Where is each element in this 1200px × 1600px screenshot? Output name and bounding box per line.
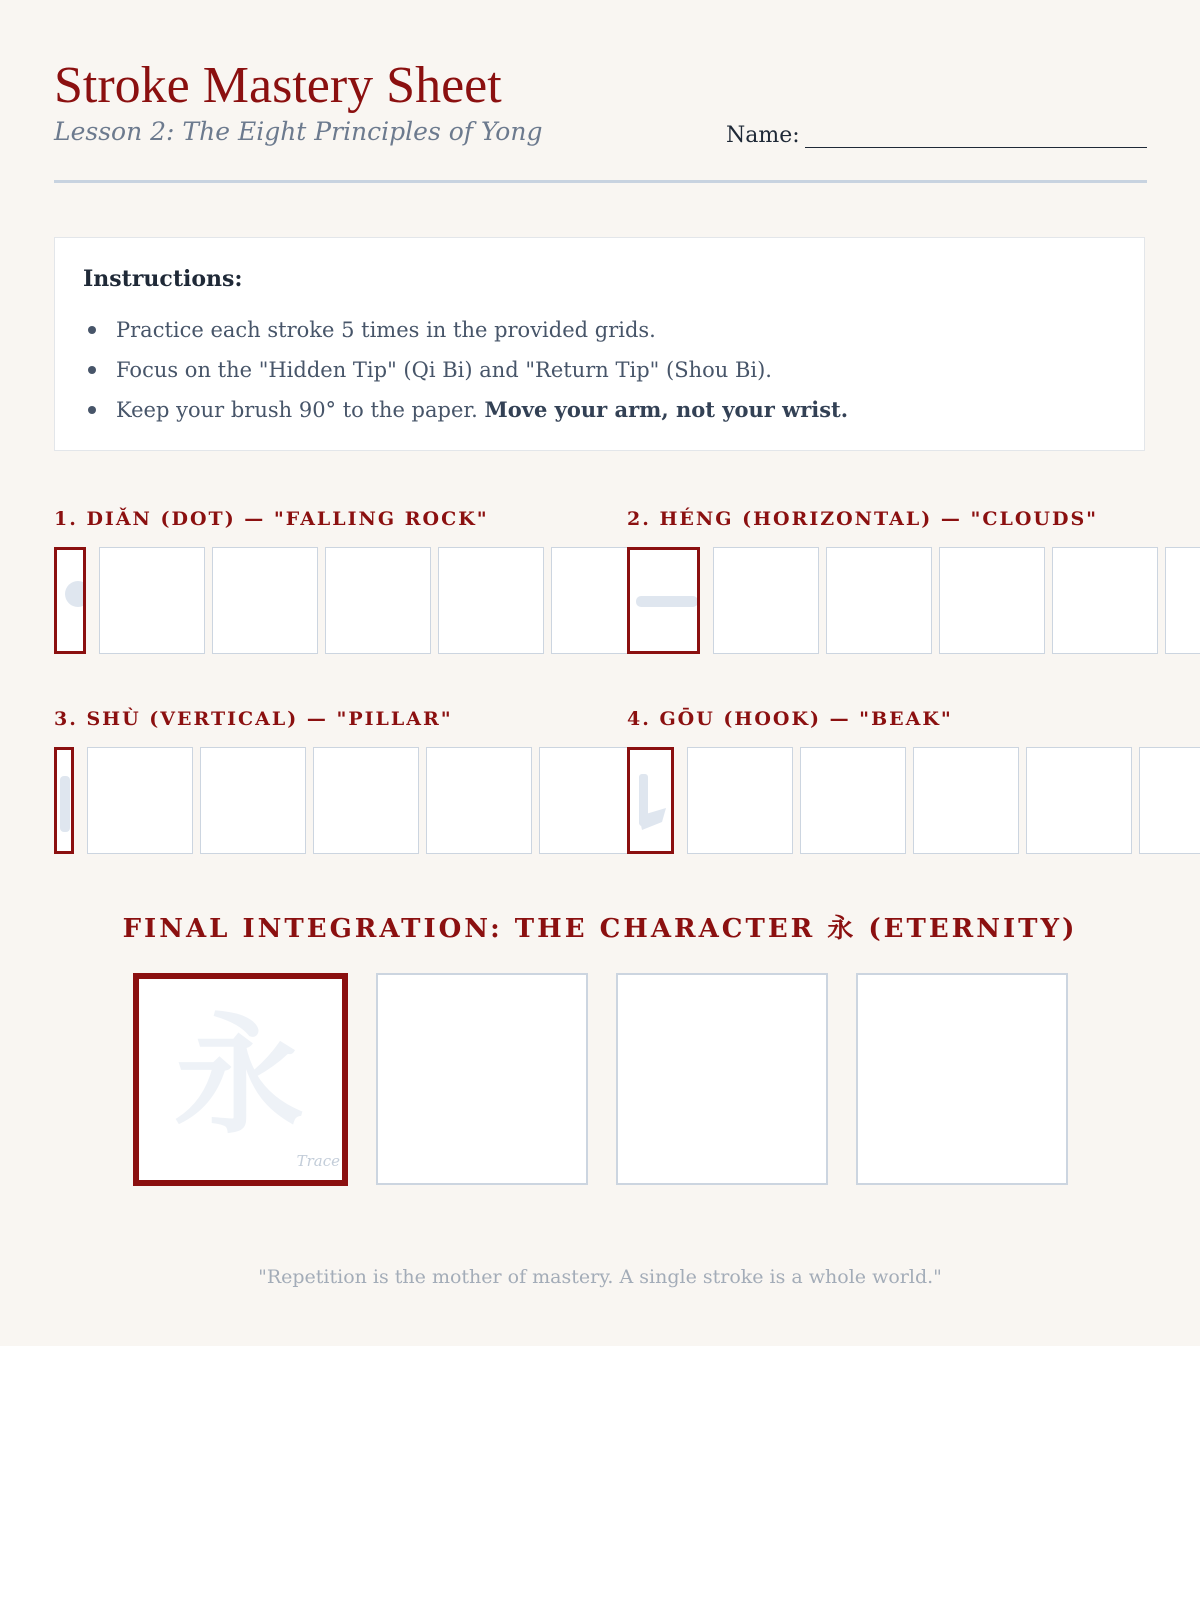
practice-grid-cell[interactable] (939, 547, 1045, 654)
instruction-text: Focus on the "Hidden Tip" (Qi Bi) and "Return Tip" (Shou Bi). (116, 358, 772, 382)
practice-grid-cell[interactable] (212, 547, 318, 654)
instructions-panel (54, 237, 1145, 451)
bullet-icon (88, 406, 96, 414)
model-box (54, 547, 86, 654)
instruction-text: Keep your brush 90° to the paper. (116, 398, 478, 422)
practice-grid-cell[interactable] (1165, 547, 1200, 654)
practice-grid-cell[interactable] (200, 747, 306, 854)
header-divider (54, 180, 1147, 183)
practice-strip-hook (627, 747, 1200, 854)
practice-grid-cell[interactable] (913, 747, 1019, 854)
practice-grid-cell[interactable] (1139, 747, 1200, 854)
model-box (54, 747, 74, 854)
page-title: Stroke Mastery Sheet (54, 57, 502, 114)
instruction-text: Practice each stroke 5 times in the provided grids. (116, 318, 656, 342)
practice-grid-cell[interactable] (826, 547, 932, 654)
practice-grid-cell[interactable] (438, 547, 544, 654)
practice-strip-horizontal (627, 547, 1200, 654)
section-label-horizontal: 2. HÉNG (HORIZONTAL) — "CLOUDS" (627, 508, 1099, 530)
trace-character: 永 (173, 1000, 304, 1152)
vertical-stroke-icon (60, 776, 70, 832)
lesson-subtitle: Lesson 2: The Eight Principles of Yong (54, 117, 543, 146)
instruction-emphasis: Move your arm, not your wrist. (484, 397, 849, 422)
practice-grid-cell[interactable] (1026, 747, 1132, 854)
practice-grid-cell[interactable] (99, 547, 205, 654)
final-integration-heading: FINAL INTEGRATION: THE CHARACTER 永 (ETERNITY) (122, 914, 1078, 944)
instructions-heading: Instructions: (83, 266, 243, 292)
instruction-item (55, 350, 848, 390)
name-label: Name: (726, 123, 800, 148)
section-label-vertical: 3. SHÙ (VERTICAL) — "PILLAR" (54, 708, 453, 730)
hook-stroke-icon (630, 750, 671, 851)
practice-grid-cell[interactable] (713, 547, 819, 654)
practice-grid-cell[interactable] (87, 747, 193, 854)
practice-strip-vertical (54, 747, 627, 854)
horizontal-stroke-icon (636, 596, 698, 607)
dot-stroke-icon (65, 581, 86, 607)
final-practice-cell[interactable] (376, 973, 588, 1185)
final-practice-cell[interactable] (856, 973, 1068, 1185)
practice-grid-cell[interactable] (325, 547, 431, 654)
bullet-icon (88, 366, 96, 374)
model-box (627, 747, 674, 854)
model-box (627, 547, 700, 654)
practice-grid-cell[interactable] (313, 747, 419, 854)
final-practice-row (133, 973, 1068, 1186)
footer-quote: "Repetition is the mother of mastery. A single stroke is a whole world." (258, 1266, 942, 1288)
instruction-item (55, 310, 848, 350)
practice-grid-cell[interactable] (426, 747, 532, 854)
section-label-hook: 4. GŌU (HOOK) — "BEAK" (627, 708, 953, 730)
bullet-icon (88, 326, 96, 334)
practice-strip-dot (54, 547, 627, 654)
instruction-item (55, 390, 848, 430)
trace-label: Trace (296, 1152, 340, 1170)
practice-grid-cell[interactable] (800, 747, 906, 854)
instructions-list (55, 310, 848, 430)
name-field[interactable] (805, 147, 1147, 148)
practice-grid-cell[interactable] (539, 747, 627, 854)
practice-grid-cell[interactable] (551, 547, 627, 654)
practice-grid-cell[interactable] (687, 747, 793, 854)
section-label-dot: 1. DIǍN (DOT) — "FALLING ROCK" (54, 508, 489, 530)
final-practice-cell[interactable] (616, 973, 828, 1185)
practice-grid-cell[interactable] (1052, 547, 1158, 654)
trace-box[interactable] (133, 973, 348, 1186)
